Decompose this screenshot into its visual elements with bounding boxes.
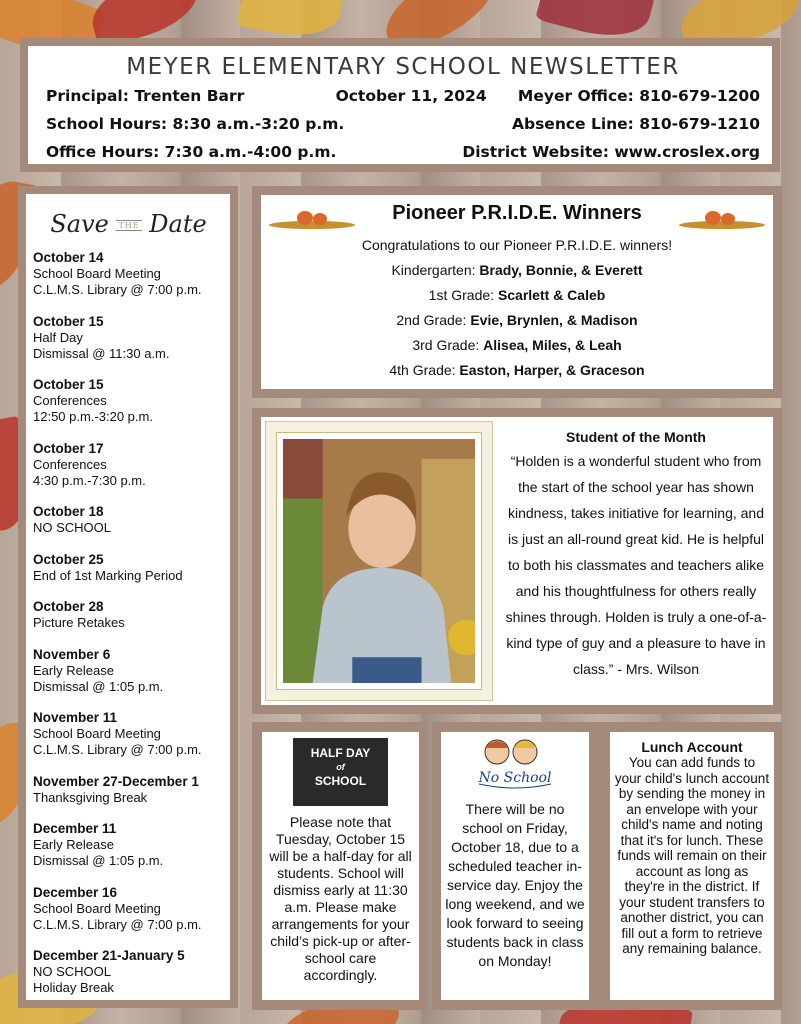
event-item [33,552,224,584]
winner-names: Brady, Bonnie, & Everett [479,262,643,278]
lunch-account-text: You can add funds to your child's lunch account by sending the money in an envelope with your child's name and noting that it's for lunch. These funds will remain on their account as long as they're in the district. If your student transfers to another district, you can fill out a form to retrieve any remaining balance. [614,755,770,956]
event-date: November 11 [33,710,118,725]
event-date: October 17 [33,440,104,456]
event-detail: Early Release [33,837,114,852]
student-of-month-quote: “Holden is a wonderful student who from the start of the school year has shown kindness, takes initiative for learning, and is just an all-round great kid. He is helpful to both his classmates and teachers alike and his thoughtfulness for others really shines through. Holden is truly a one-of-a-kind type of guy and a pleasure to have in class.” - Mrs. Wilson [505,453,767,677]
save-the-date-heading: Save THE Date [50,210,207,238]
student-photo [276,432,482,690]
event-detail: Dismissal @ 11:30 a.m. [33,345,170,361]
no-school-text: There will be no school on Friday, October 18, due to a scheduled teacher in-service day. Enjoy the long weekend, and we look forward to seeing students back in class on Monday! [445,801,585,969]
office-hours: Office Hours: 7:30 a.m.-4:00 p.m. [46,143,337,161]
event-date: October 18 [33,504,104,519]
event-item [33,948,224,996]
student-of-month-title: Student of the Month [566,429,706,445]
event-detail: Thanksgiving Break [33,789,148,805]
event-detail: School Board Meeting [33,900,161,916]
student-of-month-section [261,417,773,705]
district-website[interactable]: District Website: www.croslex.org [462,143,760,161]
event-date: October 15 [33,377,104,392]
newsletter-date: October 11, 2024 [335,87,487,105]
no-school-section [441,732,589,1000]
event-date: December 21-January 5 [33,948,185,963]
winners-title: Pioneer P.R.I.D.E. Winners [392,202,642,224]
grade-label: Kindergarten: [391,262,476,278]
event-detail: Dismissal @ 1:05 p.m. [33,678,164,694]
half-day-section [262,732,419,1000]
half-day-text: Please note that Tuesday, October 15 will be a half-day for all students. School will dismiss early at 11:30 a.m. Please make arrangements for your child’s pick-up or after-school care accordingly. [269,814,412,983]
half-day-chalkboard-icon: HALF DAY of SCHOOL [293,738,388,806]
event-item [33,599,224,631]
event-detail: NO SCHOOL [33,964,112,979]
event-detail: C.L.M.S. Library @ 7:00 p.m. [33,282,202,297]
event-detail: Early Release [33,662,114,678]
lunch-account-title: Lunch Account [641,739,743,755]
no-school-kids-icon [465,736,565,790]
winner-names: Alisea, Miles, & Leah [483,337,622,353]
grade-label: 3rd Grade: [412,337,480,353]
office-phone: Meyer Office: 810-679-1200 [517,87,760,105]
winners-grade-row [261,333,773,358]
event-detail: School Board Meeting [33,726,161,741]
winner-names: Easton, Harper, & Graceson [459,362,645,378]
event-date: October 15 [33,313,104,329]
event-detail: Holiday Break [33,980,114,995]
event-item [33,710,224,758]
event-detail: 4:30 p.m.-7:30 p.m. [33,472,146,488]
event-detail: School Board Meeting [33,266,161,281]
winners-grade-list [261,258,773,383]
grade-label: 1st Grade: [428,287,495,303]
newsletter-header [28,46,772,164]
lunch-account-section [610,732,774,1000]
pumpkin-decoration-icon [679,203,765,229]
event-date: October 14 [33,250,104,265]
winner-names: Scarlett & Caleb [497,287,606,303]
event-list [33,250,224,996]
event-item [33,377,224,425]
absence-line: Absence Line: 810-679-1210 [511,115,760,133]
event-detail: C.L.M.S. Library @ 7:00 p.m. [33,742,202,757]
event-item [33,885,224,933]
student-photo-image [283,439,475,683]
winners-grade-row [261,308,773,333]
event-date: October 25 [33,551,104,567]
newsletter-title: MEYER ELEMENTARY SCHOOL NEWSLETTER [126,54,680,80]
event-date: October 28 [33,599,104,614]
school-hours: School Hours: 8:30 a.m.-3:20 p.m. [46,115,345,133]
pride-winners-section [261,195,773,389]
event-detail: NO SCHOOL [33,520,112,535]
event-date: December 11 [33,821,117,836]
event-detail: Conferences [33,456,107,472]
winners-grade-row [261,283,773,308]
event-item [33,441,224,489]
event-date: November 6 [33,646,111,662]
event-item [33,504,224,536]
event-item [33,314,224,362]
event-item [33,774,224,806]
event-detail: C.L.M.S. Library @ 7:00 p.m. [33,916,202,932]
winners-grade-row [261,358,773,383]
event-detail: Half Day [33,329,83,345]
event-date: November 27-December 1 [33,773,199,789]
photo-mat [265,421,493,701]
grade-label: 4th Grade: [389,362,456,378]
winners-grade-row [261,258,773,283]
event-detail: End of 1st Marking Period [33,567,183,583]
event-detail: Dismissal @ 1:05 p.m. [33,853,164,868]
event-detail: 12:50 p.m.-3:20 p.m. [33,409,153,424]
event-item [33,821,224,869]
save-the-date-sidebar [26,194,230,1000]
event-item [33,647,224,695]
autumn-leaf-decoration [236,0,343,43]
svg-text:No School: No School [478,770,552,786]
winner-names: Evie, Brynlen, & Madison [470,312,638,328]
pumpkin-decoration-icon [269,203,355,229]
event-date: December 16 [33,884,118,900]
principal-name: Principal: Trenten Barr [46,87,245,105]
event-detail: Picture Retakes [33,615,125,630]
grade-label: 2nd Grade: [396,312,467,328]
event-item [33,250,224,298]
winners-intro: Congratulations to our Pioneer P.R.I.D.E. winners! [361,237,673,253]
event-detail: Conferences [33,393,107,408]
